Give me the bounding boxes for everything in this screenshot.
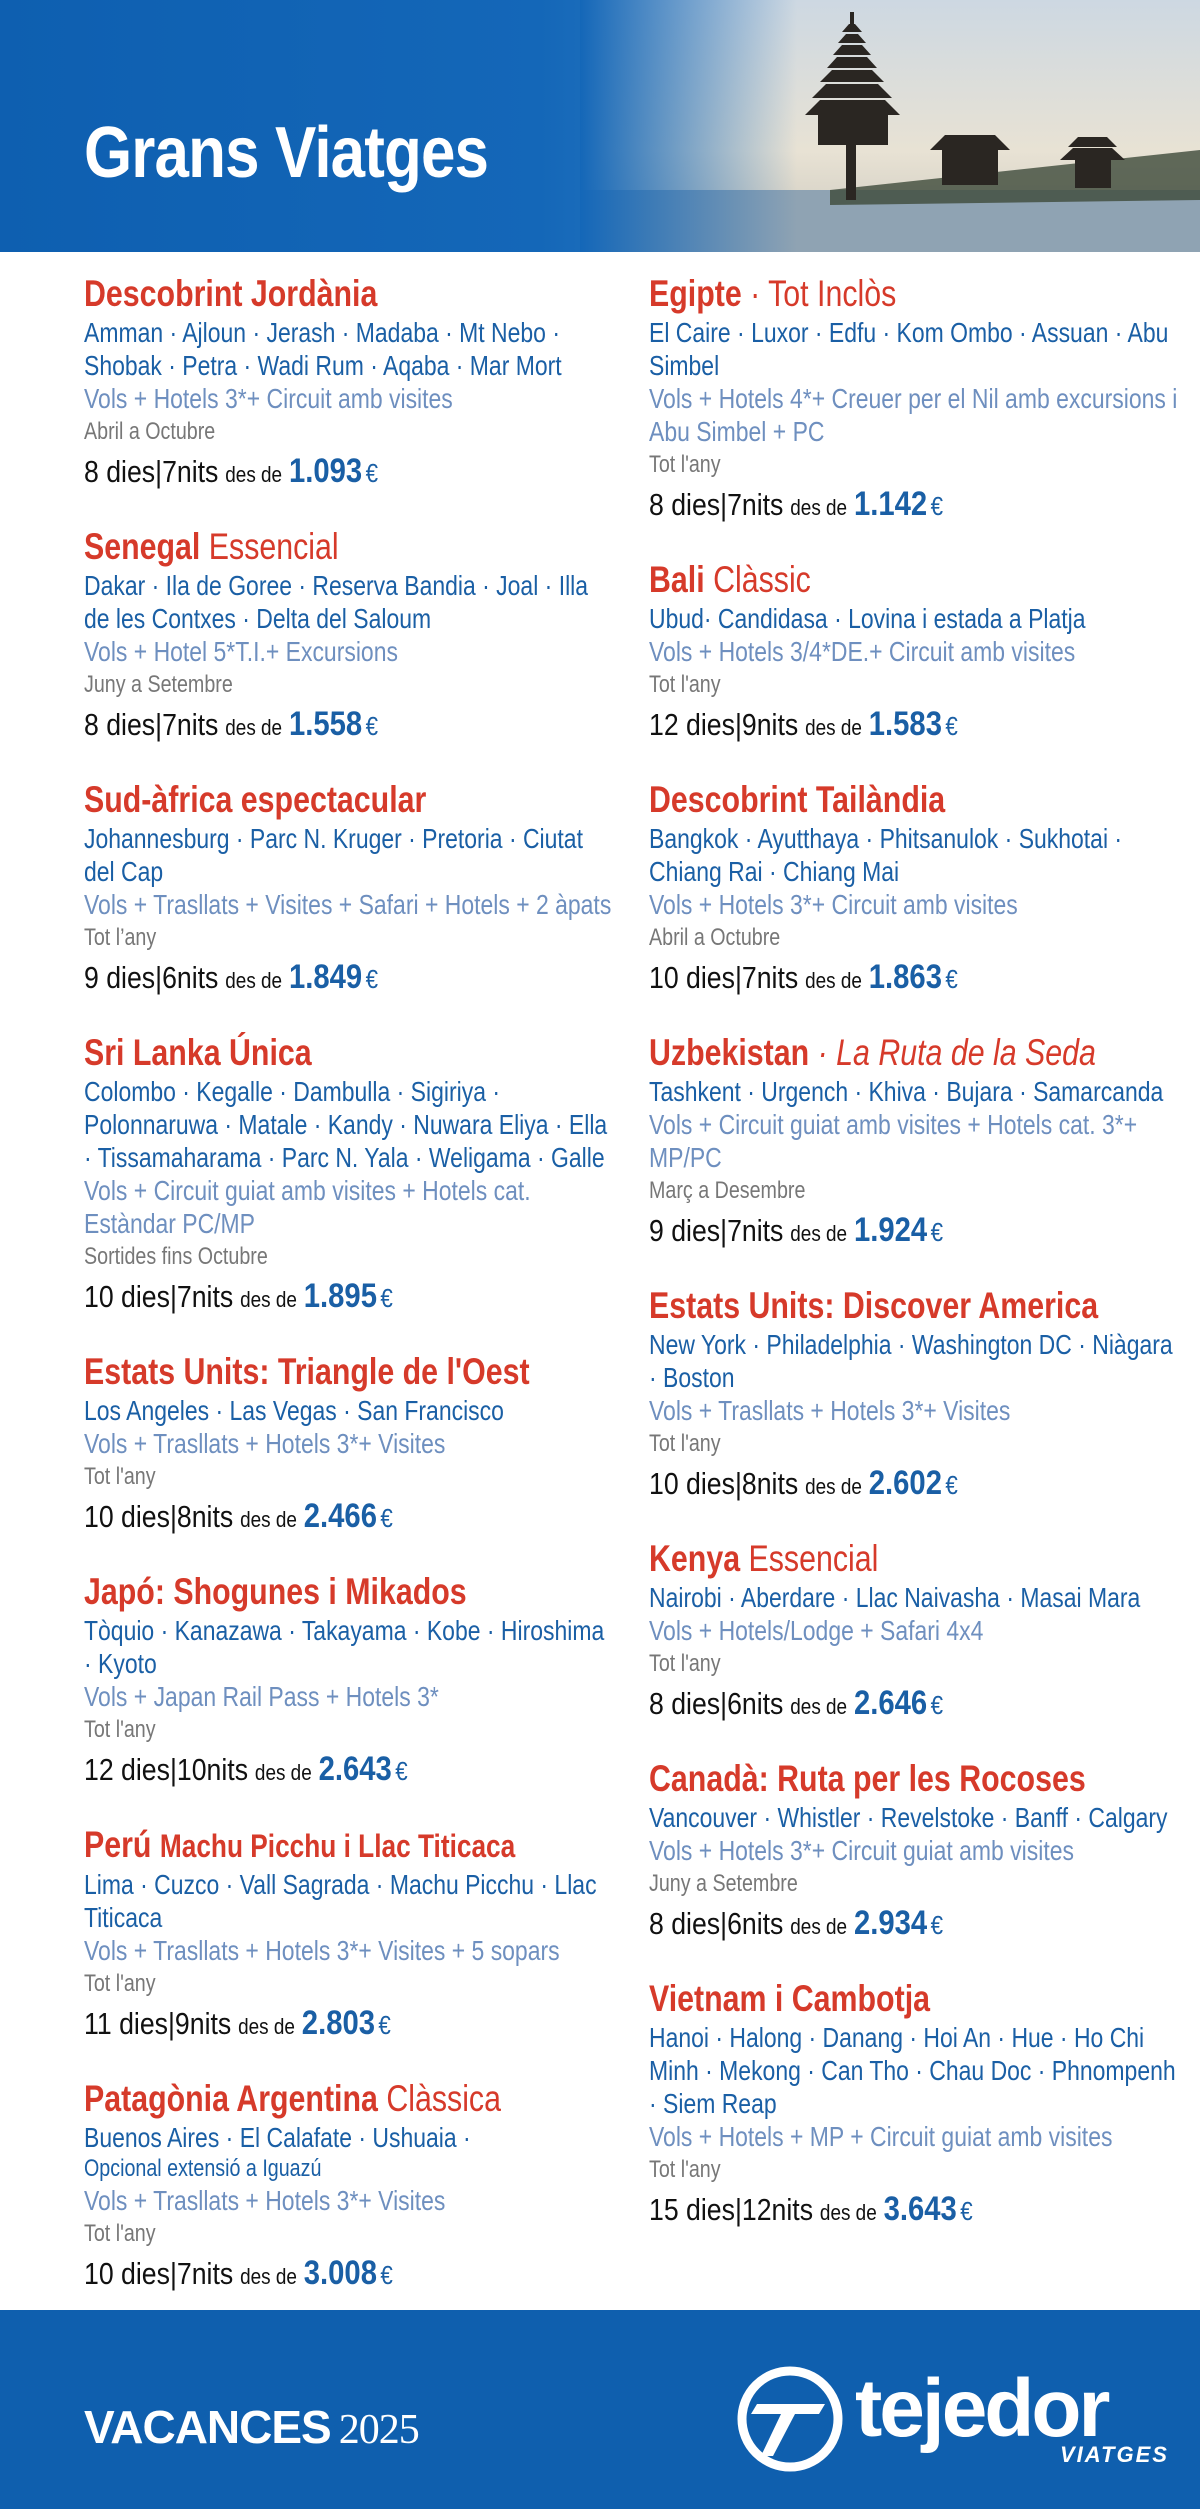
trip-period: Tot l'any [649,1650,721,1677]
trip-includes: Vols + Hotels + MP + Circuit guiat amb visites [649,2121,1113,2152]
trip-places: Los Angeles · Las Vegas · San Francisco [84,1395,504,1426]
vacances-label: VACANCES 2025 [84,2401,419,2453]
trip-includes: Vols + Hotels/Lodge + Safari 4x4 [649,1615,984,1646]
trip-period: Tot l'any [649,1430,721,1457]
trip-price: 8 dies|7nits des de 1.142 € [649,485,944,523]
trip-price: 11 dies|9nits des de 2.803 € [84,2004,391,2042]
trip-includes: Vols + Circuit guiat amb visites + Hotels cat. 3*+ MP/PC [649,1109,1138,1173]
trip-period: Tot l'any [84,1970,156,1997]
trip-price: 8 dies|7nits des de 1.558 € [84,705,379,743]
trip-price: 15 dies|12nits des de 3.643 € [649,2190,973,2228]
trip-price: 8 dies|7nits des de 1.093 € [84,452,379,490]
trip-period: Tot l'any [649,451,721,478]
page-title: Grans Viatges [84,113,489,193]
trip-includes: Vols + Circuit guiat amb visites + Hotels cat. Estàndar PC/MP [84,1175,531,1239]
trip-period: Tot l'any [649,671,721,698]
trip-card [649,272,1189,528]
trip-card [649,1537,1189,1727]
trip-card [649,1757,1189,1947]
trip-optional-extension: Opcional extensió a Iguazú [84,2155,322,2182]
trip-includes: Vols + Trasllats + Hotels 3*+ Visites + 5 sopars [84,1935,560,1966]
trip-name: Sud-àfrica espectacular [84,779,427,820]
trip-price: 12 dies|9nits des de 1.583 € [649,705,958,743]
trip-price: 9 dies|6nits des de 1.849 € [84,958,379,996]
trip-period: Juny a Setembre [649,1870,798,1897]
trip-places: El Caire · Luxor · Edfu · Kom Ombo · Assuan · Abu Simbel [649,317,1169,381]
tejedor-logo [735,2363,1169,2474]
trip-includes: Vols + Trasllats + Hotels 3*+ Visites [649,1395,1011,1426]
trip-includes: Vols + Hotels 3*+ Circuit amb visites [84,383,453,414]
trip-name: Sri Lanka Única [84,1032,312,1073]
footer-banner [0,2310,1200,2509]
trip-name: Patagònia Argentina Clàssica [84,2078,501,2119]
header-banner [0,0,1200,252]
right-trip-column [649,272,1189,2263]
trip-places: Hanoi · Halong · Danang · Hoi An · Hue · Ho Chi Minh · Mekong · Can Tho · Chau Doc · Phnompenh · Siem Reap [649,2022,1176,2119]
trip-name: Descobrint Jordània [84,273,378,314]
trip-card [84,778,624,1001]
trip-places: Buenos Aires · El Calafate · Ushuaia · [84,2122,471,2153]
trip-name: Uzbekistan · La Ruta de la Seda [649,1032,1096,1073]
tejedor-emblem-icon [735,2364,845,2474]
trip-price: 8 dies|6nits des de 2.646 € [649,1684,944,1722]
trip-card [84,1350,624,1540]
trip-places: Amman · Ajloun · Jerash · Madaba · Mt Nebo · Shobak · Petra · Wadi Rum · Aqaba · Mar Mort [84,317,562,381]
trip-places: Tòquio · Kanazawa · Takayama · Kobe · Hiroshima · Kyoto [84,1615,605,1679]
trip-card [84,272,624,495]
trip-name: Canadà: Ruta per les Rocoses [649,1758,1086,1799]
trip-includes: Vols + Hotels 3*+ Circuit guiat amb visites [649,1835,1074,1866]
trip-price: 10 dies|7nits des de 1.895 € [84,1277,393,1315]
trip-name: Estats Units: Discover America [649,1285,1099,1326]
trip-price: 9 dies|7nits des de 1.924 € [649,1211,944,1249]
trip-name: Senegal Essencial [84,526,339,567]
trip-period: Març a Desembre [649,1177,806,1204]
trip-includes: Vols + Trasllats + Hotels 3*+ Visites [84,2185,446,2216]
trip-price: 10 dies|7nits des de 1.863 € [649,958,958,996]
trip-places: Johannesburg · Parc N. Kruger · Pretoria · Ciutat del Cap [84,823,583,887]
trip-price: 10 dies|8nits des de 2.466 € [84,1497,393,1535]
trip-includes: Vols + Trasllats + Visites + Safari + Hotels + 2 àpats [84,889,612,920]
trip-places: Colombo · Kegalle · Dambulla · Sigiriya · Polonnaruwa · Matale · Kandy · Nuwara Eliya · Ella · Tissamaharama · Parc N. Yala · Weligama · Galle [84,1076,608,1173]
trip-name: Japó: Shogunes i Mikados [84,1571,467,1612]
trip-period: Tot l'any [84,2220,156,2247]
trip-places: Lima · Cuzco · Vall Sagrada · Machu Picchu · Llac Titicaca [84,1869,597,1933]
trip-card [649,558,1189,748]
trip-card [84,1031,624,1320]
trip-period: Tot l'any [84,1716,156,1743]
trip-name: Estats Units: Triangle de l'Oest [84,1351,530,1392]
trip-name: Bali Clàssic [649,559,811,600]
trip-places: Ubud· Candidasa · Lovina i estada a Platja [649,603,1086,634]
trip-places: New York · Philadelphia · Washington DC · Niàgara · Boston [649,1329,1173,1393]
left-trip-column [84,272,624,2327]
trip-period: Tot l'any [649,2156,721,2183]
brand-name: tejedor [855,2363,1108,2454]
trip-name: Descobrint Tailàndia [649,779,946,820]
trip-period: Juny a Setembre [84,671,233,698]
trip-period: Tot l’any [84,924,157,951]
trip-name: Vietnam i Cambotja [649,1978,931,2019]
trip-places: Bangkok · Ayutthaya · Phitsanulok · Sukhotai · Chiang Rai · Chiang Mai [649,823,1123,887]
trip-card [84,2077,624,2297]
trip-card [649,778,1189,1001]
trip-name: Kenya Essencial [649,1538,879,1579]
trip-card [84,1570,624,1793]
trip-includes: Vols + Trasllats + Hotels 3*+ Visites [84,1428,446,1459]
trip-price: 8 dies|6nits des de 2.934 € [649,1904,944,1942]
trip-period: Abril a Octubre [649,924,781,951]
brand-subtitle: VIATGES [1060,2442,1169,2467]
trip-places: Nairobi · Aberdare · Llac Naivasha · Masai Mara [649,1582,1141,1613]
temple-landscape-image [580,0,1200,252]
trip-card [649,1977,1189,2233]
trip-period: Abril a Octubre [84,418,216,445]
trip-places: Vancouver · Whistler · Revelstoke · Banff · Calgary [649,1802,1168,1833]
trip-includes: Vols + Hotel 5*T.I.+ Excursions [84,636,398,667]
trip-card [84,1823,624,2047]
trip-card [649,1284,1189,1507]
trip-name: Egipte · Tot Inclòs [649,273,897,314]
trip-price: 10 dies|8nits des de 2.602 € [649,1464,958,1502]
trip-price: 12 dies|10nits des de 2.643 € [84,1750,408,1788]
trip-period: Tot l'any [84,1463,156,1490]
trip-includes: Vols + Hotels 4*+ Creuer per el Nil amb excursions i Abu Simbel + PC [649,383,1178,447]
trip-price: 10 dies|7nits des de 3.008 € [84,2254,393,2292]
trip-card [84,525,624,748]
trip-includes: Vols + Japan Rail Pass + Hotels 3* [84,1681,439,1712]
trip-places: Dakar · Ila de Goree · Reserva Bandia · Joal · Illa de les Contxes · Delta del Saloum [84,570,589,634]
trip-period: Sortides fins Octubre [84,1243,268,1270]
trip-places: Tashkent · Urgench · Khiva · Bujara · Samarcanda [649,1076,1164,1107]
trip-name: Perú Machu Picchu i Llac Titicaca [84,1824,516,1865]
trip-card [649,1031,1189,1254]
trip-includes: Vols + Hotels 3/4*DE.+ Circuit amb visites [649,636,1076,667]
year-label: 2025 [338,2407,419,2453]
trip-includes: Vols + Hotels 3*+ Circuit amb visites [649,889,1018,920]
